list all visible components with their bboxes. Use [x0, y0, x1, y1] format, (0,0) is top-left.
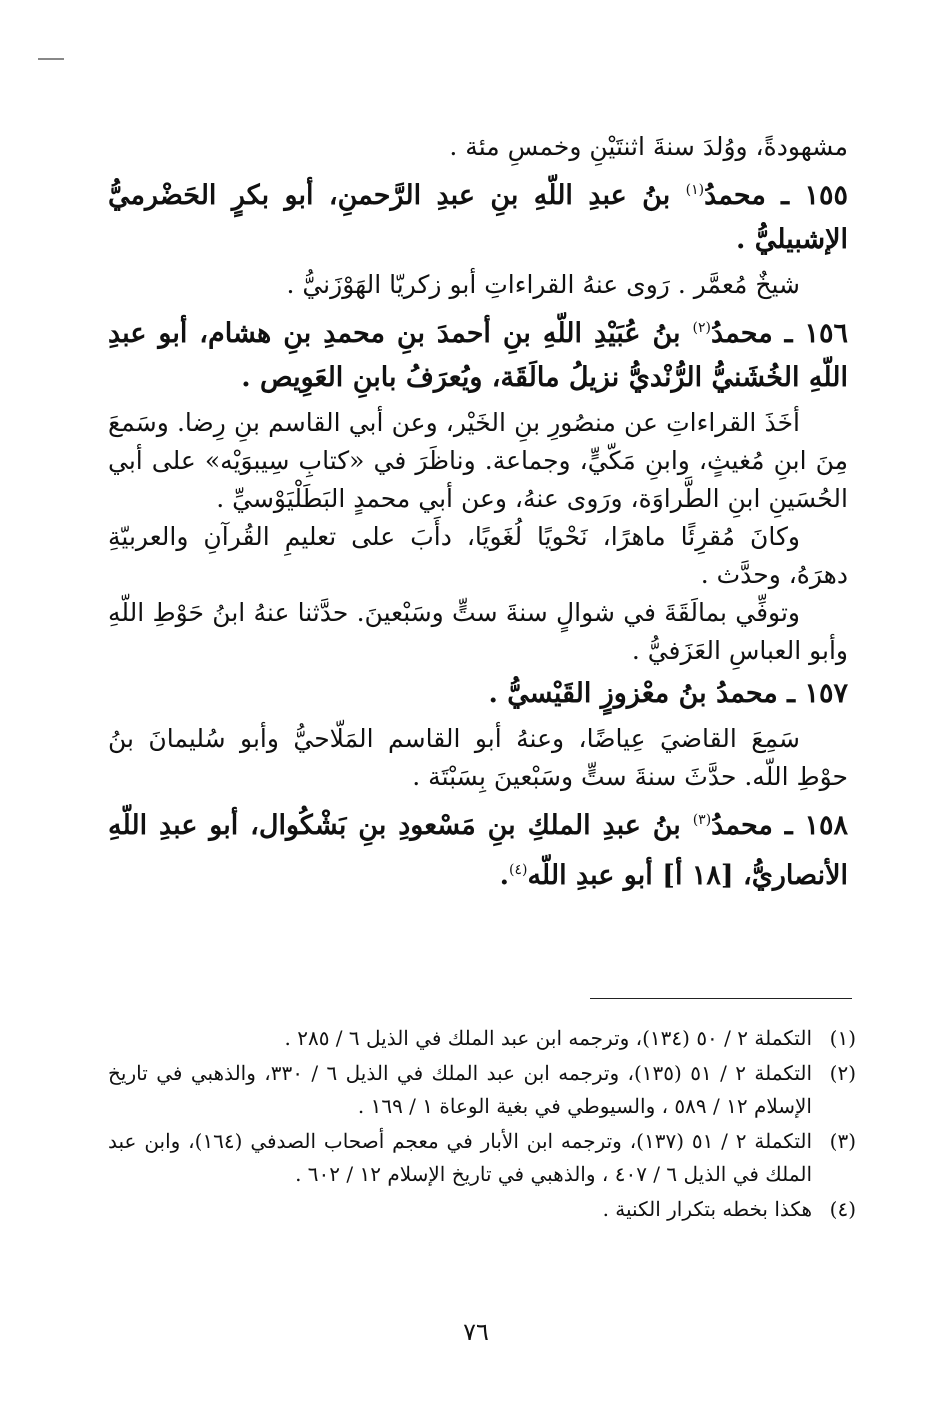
footnote-4	[108, 1193, 856, 1226]
footnote-3	[108, 1125, 856, 1191]
footnote-ref-4[interactable]: (٤)	[508, 862, 528, 878]
footnote-1	[108, 1022, 856, 1055]
footnote-text: التكملة ٢ / ٥٠ (١٣٤)، وترجمه ابن عبد الملك في الذيل ٦ / ٢٨٥ .	[284, 1026, 812, 1050]
entry-155-heading: ١٥٥ ـ محمدُ	[704, 180, 849, 211]
entry-157-text: سَمِعَ القاضيَ عِياضًا، وعنهُ أبو القاسم المَلّاحيُّ وأبو سُليمانَ بنُ حوْطِ اللّه. حدَّثَ سنةَ ستٍّ وسَبْعينَ بِسَبْتَة .	[108, 724, 848, 791]
footnote-number: (٤)	[829, 1197, 856, 1221]
footnotes	[108, 1022, 856, 1228]
entry-156-title	[108, 306, 848, 400]
entry-155-title	[108, 168, 848, 262]
entry-158-end: .	[499, 860, 509, 891]
footnote-number: (٢)	[829, 1061, 856, 1085]
footnote-text: التكملة ٢ / ٥١ (١٣٥)، وترجمه ابن عبد الملك في الذيل ٦ / ٣٣٠، والذهبي في تاريخ الإسلام ١٢ / ٥٨٩ ، والسيوطي في بغية الوعاة ١ / ١٦٩ .	[108, 1061, 813, 1118]
footnote-number: (١)	[829, 1026, 856, 1050]
footnote-text: التكملة ٢ / ٥١ (١٣٧)، وترجمه ابن الأبار في معجم أصحاب الصدفي (١٦٤)، وابن عبد الملك في الذيل ٦ / ٤٠٧ ، والذهبي في تاريخ الإسلام ١٢ / ٦٠٢ .	[108, 1129, 812, 1186]
entry-156-text-1: أخَذَ القراءاتِ عن منصُورِ بنِ الخَيْر، وعن أبي القاسم بنِ رِضا. وسَمعَ مِنَ ابنِ مُغيثٍ، وابنِ مَكّيٍّ، وجماعة. وناظَرَ في «كتابِ سِيبوَيْه» على أبي الحُسَينِ ابنِ الطَّراوَة، ورَوى عنهُ، وعن أبي محمدٍ البَطَلْيَوْسيِّ .	[108, 408, 848, 513]
footnote-ref-3[interactable]: (٣)	[692, 812, 712, 828]
entry-156-heading: ١٥٦ ـ محمدُ	[710, 318, 848, 349]
footnote-2	[108, 1057, 856, 1123]
entry-156-name: بنُ عُبَيْدِ اللّهِ بنِ أحمدَ بنِ محمدِ بنِ هشام، أبو عبدِ اللّهِ الخُشَنيُّ الرُّنْديُّ نزيلُ مالَقَة، ويُعرَفُ بابنِ العَوِيص .	[108, 318, 848, 393]
page-number: ٧٦	[463, 1318, 489, 1346]
entry-156-text-3: وتوفِّي بمالَقَةَ في شوالٍ سنةَ ستٍّ وسَبْعينَ. حدَّثنا عنهُ ابنُ حَوْطِ اللّهِ وأبو العباسِ العَزَفيُّ .	[108, 598, 848, 665]
footnote-number: (٣)	[829, 1129, 856, 1153]
footnote-ref-2[interactable]: (٢)	[692, 320, 711, 336]
entry-155-name: بنُ عبدِ اللّهِ بنِ عبدِ الرَّحمنِ، أبو بكرٍ الحَضْرميُّ الإشبيليُّ .	[108, 180, 848, 255]
footnote-text: هكذا بخطه بتكرار الكنية .	[602, 1197, 812, 1221]
footnote-separator	[590, 998, 852, 999]
entry-157-title: ١٥٧ ـ محمدُ بنُ معْزوزٍ القَيْسيُّ .	[488, 678, 848, 709]
entry-158-title	[108, 798, 848, 898]
paragraph-continuation: مشهودةً، ووُلدَ سنةَ اثنتَيْنِ وخمسِ مئة .	[449, 132, 848, 161]
entry-158-name: بنُ عبدِ الملكِ بنِ مَسْعودِ بنِ بَشْكُوال، أبو عبدِ اللّهِ الأنصاريُّ، [١٨ أ] أبو عبدِ اللّه	[108, 810, 848, 891]
footnote-ref-1[interactable]: (١)	[685, 182, 705, 198]
corner-mark	[38, 58, 64, 60]
entry-158-heading: ١٥٨ ـ محمدُ	[711, 810, 848, 841]
entry-156-text-2: وكانَ مُقرِئًا ماهرًا، نَحْويًا لُغَويًا، دأَبَ على تعليمِ القُرآنِ والعربيّةِ دهرَهُ، وحدَّث .	[108, 522, 848, 589]
page-body	[108, 128, 848, 902]
entry-155-text: شيخٌ مُعمَّر . رَوى عنهُ القراءاتِ أبو زكريّا الهَوْزَنيُّ .	[286, 270, 800, 299]
